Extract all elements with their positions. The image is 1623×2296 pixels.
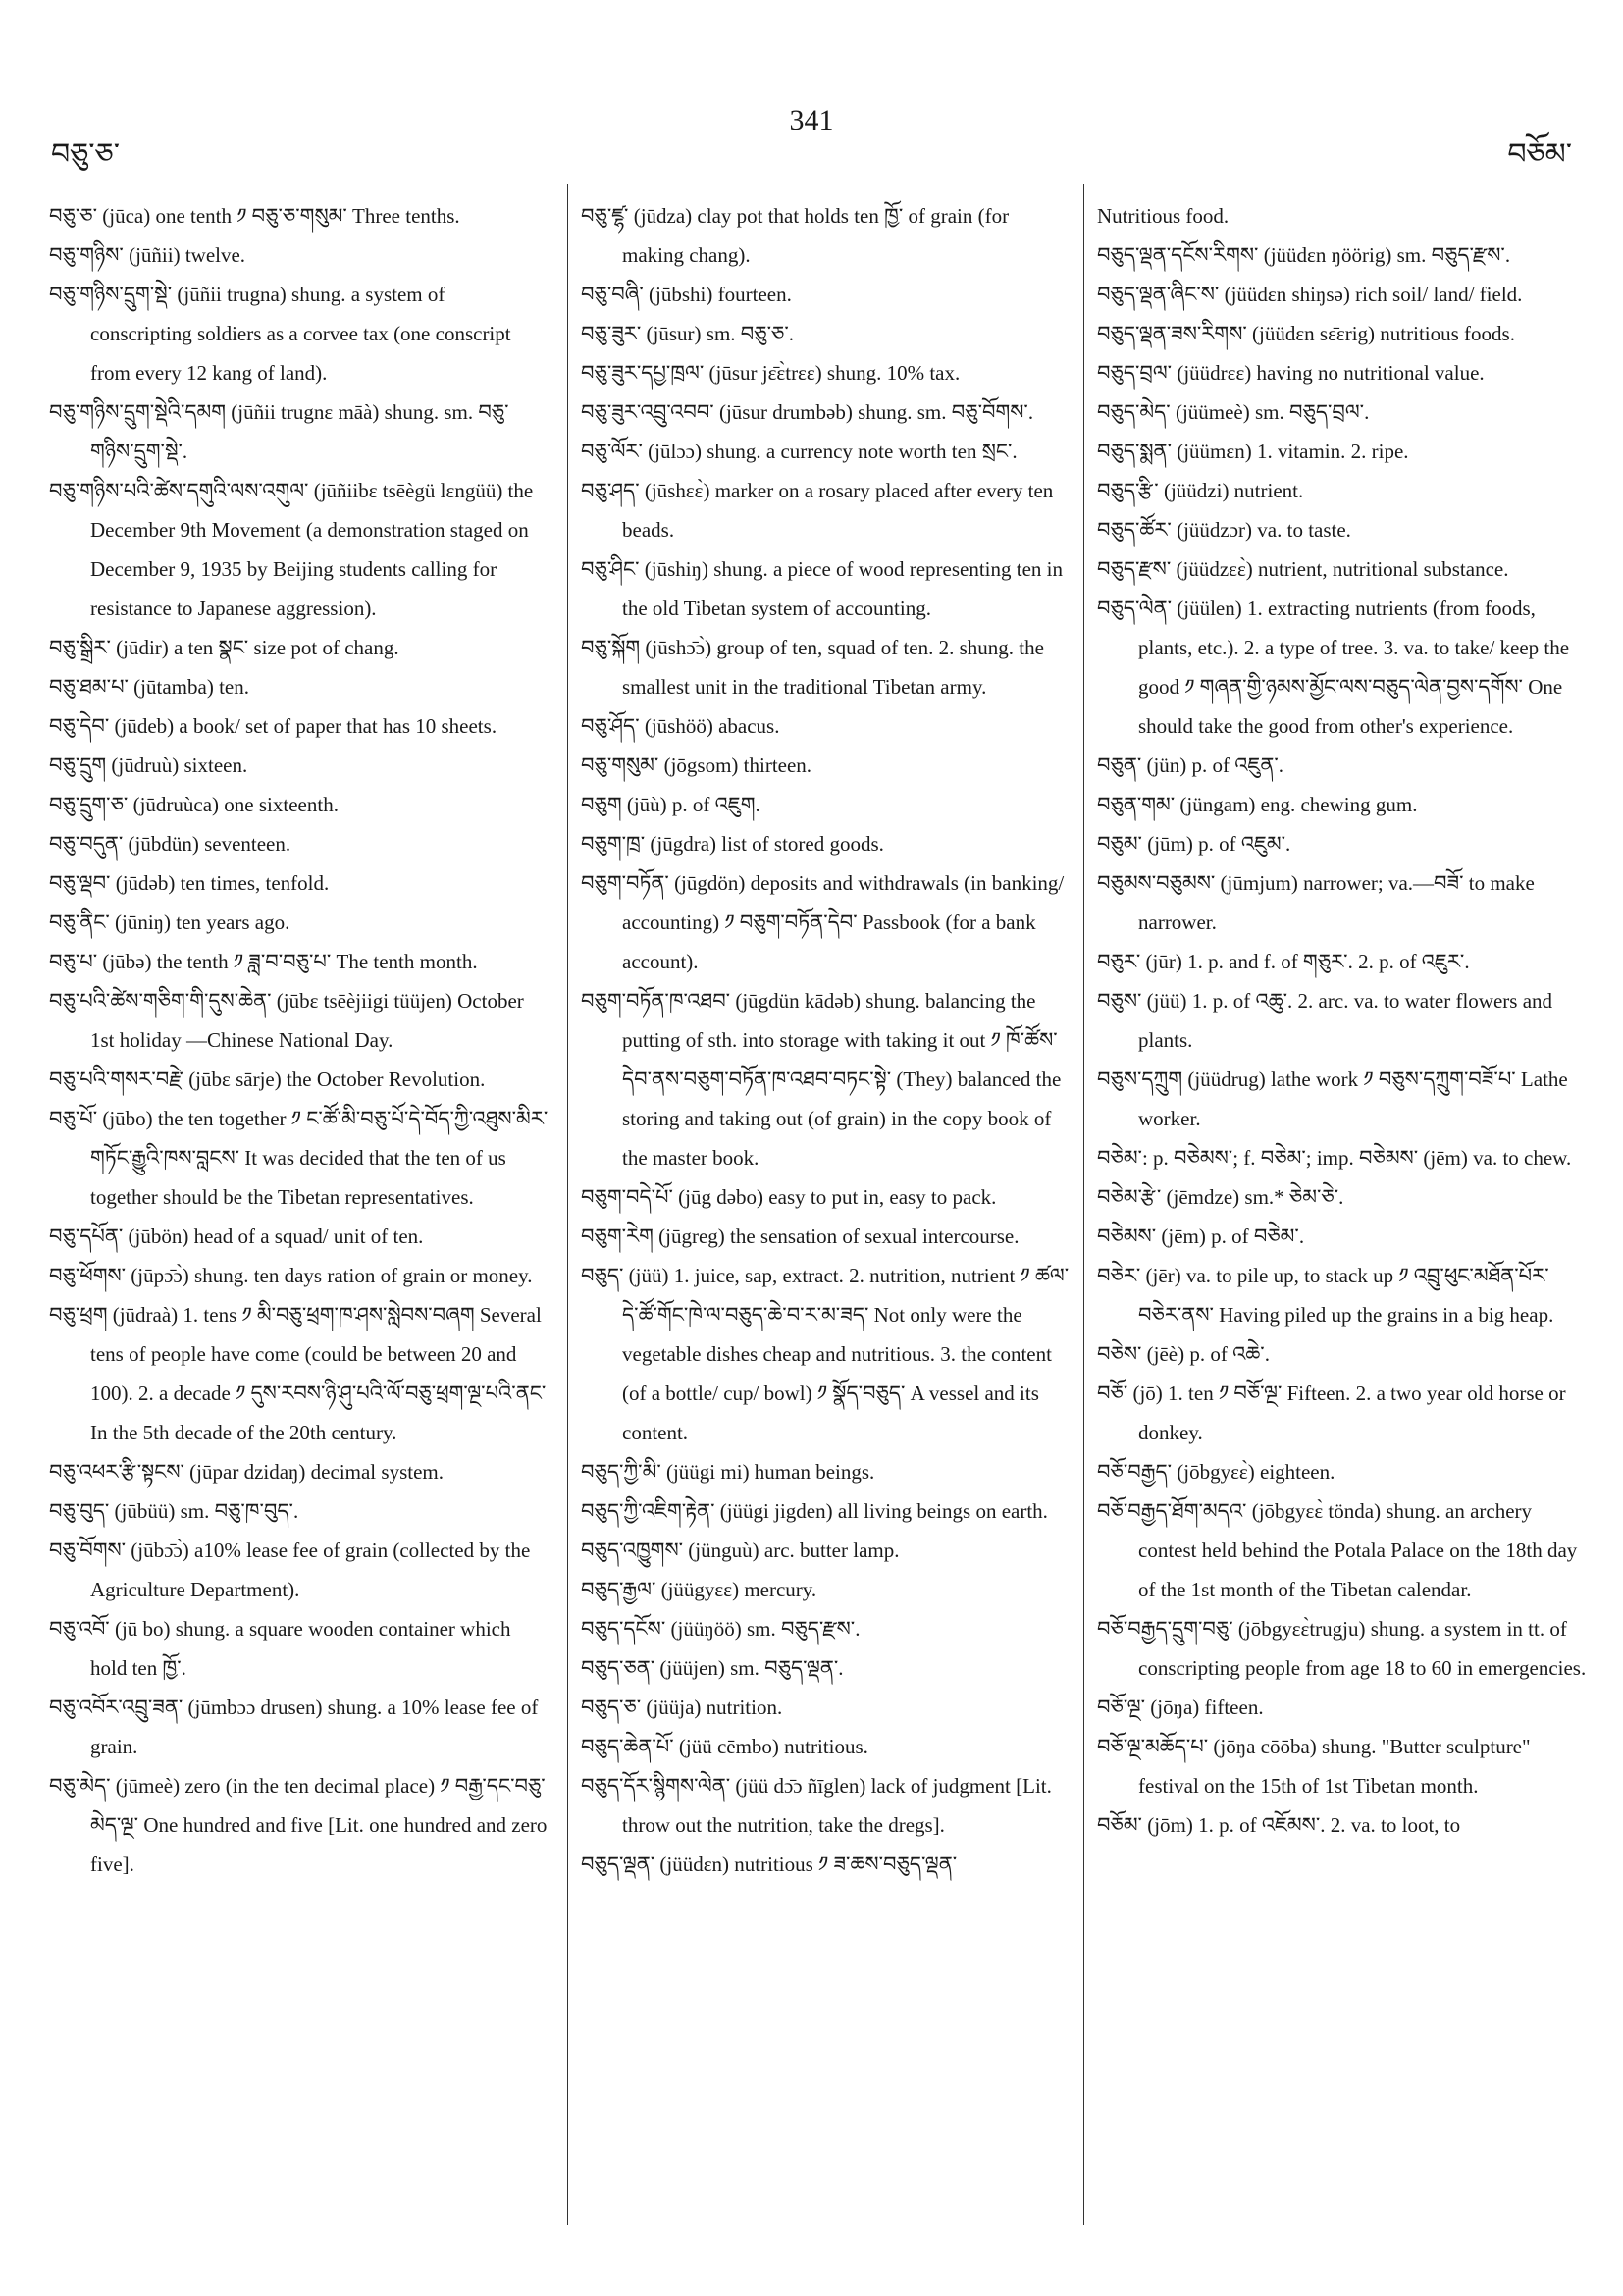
- dictionary-entry: བཅེམས་ (jēm) p. of བཅེམ་.: [1097, 1225, 1305, 1248]
- dictionary-entry: བཅུ་སྒྲིར་ (jūdir) a ten སྣང་ size pot of chang.: [49, 636, 399, 659]
- dictionary-entry: བཅུ་ཤོད་ (jūshöö) abacus.: [581, 714, 780, 738]
- dictionary-entry: བཅུ་ཅ་ (jūca) one tenth ༡ བཅུ་ཅ་གསུམ་ Three tenths.: [49, 204, 460, 228]
- dictionary-entry: བཅུས་དཀྲུག (jüüdrug) lathe work ༡ བཅུས་དཀྲུག་བཟོ་པ་ Lathe worker.: [1097, 1068, 1568, 1130]
- dictionary-entry: བཅུ་བོགས་ (jūbɔ̄ɔ̀) a10% lease fee of grain (collected by the Agriculture Department).: [49, 1539, 531, 1601]
- dictionary-entry: བཅུད་མེད་ (jüümeè) sm. བཅུད་བྲལ་.: [1097, 400, 1370, 424]
- dictionary-entry: བཅུ་འབོར་འབྲུ་ཟན་ (jūmbɔɔ drusen) shung. a 10% lease fee of grain.: [49, 1696, 539, 1758]
- dictionary-entry: བཅུད་ལྡན་ཟས་རིགས་ (jüüdɛn sɛ̄ɛrig) nutritious foods.: [1097, 322, 1515, 345]
- dictionary-entry: བཅུད་ཚོར་ (jüüdzɔr) va. to taste.: [1097, 518, 1351, 542]
- dictionary-entry: བཅོ་བརྒྱད་ཐོག་མདའ་ (jōbgyɛɛ̀ tönda) shung. an archery contest held behind the Potala Palace on the 18th day of the 1st month of the Tibetan calendar.: [1097, 1499, 1578, 1601]
- dictionary-entry: བཅུ་གསུམ་ (jōgsom) thirteen.: [581, 754, 812, 777]
- dictionary-entry: བཅུ་པ་ (jūbə) the tenth ༡ ཟླ་བ་བཅུ་པ་ The tenth month.: [49, 950, 478, 973]
- dictionary-entry: བཅུ་བདུན་ (jūbdün) seventeen.: [49, 832, 291, 856]
- dictionary-entry: བཅུད་ལེན་ (jüülen) 1. extracting nutrients (from foods, plants, etc.). 2. a type of tree. 3. va. to take/ keep the good ༡ གཞན་གྱི་ཉམས་མྱོང་ལས་བཅུད་ལེན་བྱས་དགོས་ One should take the good from other's experience.: [1097, 597, 1570, 738]
- dictionary-entry: བཅུ་པའི་གསར་བརྗེ་ (jūbɛ sārje) the October Revolution.: [49, 1068, 486, 1091]
- dictionary-entry: བཅུག (jūù) p. of འཇུག.: [581, 793, 760, 816]
- dictionary-entry: བཅུ་པའི་ཚེས་གཅིག་གི་དུས་ཆེན་ (jūbɛ tsēèjiigi tüüjen) October 1st holiday —Chinese National Day.: [49, 989, 524, 1052]
- dictionary-entry: བཅུ་ལྡབ་ (jūdəb) ten times, tenfold.: [49, 871, 330, 895]
- dictionary-entry: བཅུ་ཛྷ་ (jūdza) clay pot that holds ten ཁྱོ་ of grain (for making chang).: [581, 204, 1010, 267]
- dictionary-entry: བཅུད་ལྡན་ཞིང་ས་ (jüüdɛn shiŋsə) rich soil/ land/ field.: [1097, 283, 1523, 306]
- dictionary-entry: བཅུ་དྲུག (jūdruù) sixteen.: [49, 754, 248, 777]
- dictionary-entry: བཅུ་ཟུར་དཔྱ་ཁྲལ་ (jūsur jɛ̄ɛ̀trɛɛ) shung. 10% tax.: [581, 361, 961, 385]
- page-number: 341: [789, 104, 834, 136]
- dictionary-entry: བཅུད་ཆེན་པོ་ (jüü cēmbo) nutritious.: [581, 1735, 868, 1758]
- dictionary-entry: Nutritious food.: [1097, 204, 1230, 228]
- dictionary-entry: བཅུད་ལྡན་ (jüüdɛn) nutritious ༡ ཟ་ཆས་བཅུད་ལྡན་: [581, 1852, 958, 1876]
- dictionary-entry: བཅུད་ལྡན་དངོས་རིགས་ (jüüdɛn ŋöörig) sm. བཅུད་རྫས་.: [1097, 243, 1511, 267]
- dictionary-entry: བཅོ་ལྔ་ (jōŋa) fifteen.: [1097, 1696, 1264, 1719]
- dictionary-entry: བཅུ་གཉིས་ (jūñii) twelve.: [49, 243, 246, 267]
- dictionary-entry: བཅུས་ (jüü) 1. p. of འཆུ་. 2. arc. va. to water flowers and plants.: [1097, 989, 1553, 1052]
- dictionary-entry: བཅུད་དངོས་ (jüüŋöö) sm. བཅུད་རྫས་.: [581, 1617, 861, 1641]
- dictionary-entry: བཅུད་ཀྱི་འཇིག་རྟེན་ (jüügi jigden) all living beings on earth.: [581, 1499, 1048, 1523]
- column-divider: [567, 184, 568, 2225]
- dictionary-entry: བཅུ་གཉིས་དྲུག་སྡེའི་དམག (jūñii trugnɛ māà) shung. sm. བཅུ་གཉིས་དྲུག་སྡེ་.: [49, 400, 509, 463]
- dictionary-entry: བཅུག་བདེ་པོ་ (jūg dəbo) easy to put in, easy to pack.: [581, 1185, 997, 1209]
- dictionary-entry: བཅུ་ཤད་ (jūshɛɛ̀) marker on a rosary placed after every ten beads.: [581, 479, 1054, 542]
- dictionary-entry: བཅུད་ཀྱི་མི་ (jüügi mi) human beings.: [581, 1460, 875, 1484]
- dictionary-entry: བཅོ་ (jō) 1. ten ༡ བཅོ་ལྔ་ Fifteen. 2. a two year old horse or donkey.: [1097, 1382, 1566, 1444]
- dictionary-entry: བཅུད་རྩི་ (jüüdzi) nutrient.: [1097, 479, 1304, 502]
- dictionary-entry: བཅུག་བཏོན་ (jūgdön) deposits and withdrawals (in banking/ accounting) ༡ བཅུག་བཏོན་དེབ་ Passbook (for a bank account).: [581, 871, 1065, 973]
- dictionary-entry: བཅུད་ (jüü) 1. juice, sap, extract. 2. nutrition, nutrient ༡ ཚལ་དེ་ཚོ་གོང་ཁེ་ལ་བཅུད་ཆེ་བ་ར་མ་ཟད་ Not only were the vegetable dishes cheap and nutritious. 3. the content (of a bottle/ cup/ bowl) ༡ སྣོད་བཅུད་ A vessel and its content.: [581, 1264, 1070, 1444]
- dictionary-entry: བཅུམ་ (jūm) p. of འཇུམ་.: [1097, 832, 1291, 856]
- dictionary-entry: བཅུད་ཅན་ (jüüjen) sm. བཅུད་ལྡན་.: [581, 1656, 844, 1680]
- dictionary-entry: བཅུམས་བཅུམས་ (jūmjum) narrower; va.—བཟོ་ to make narrower.: [1097, 871, 1535, 934]
- dictionary-entry: བཅུ་ཟུར་འབྲུ་འབབ་ (jūsur drumbəb) shung. sm. བཅུ་བོགས་.: [581, 400, 1034, 424]
- dictionary-entry: བཅུ་ཕོགས་ (jūpɔ̄ɔ̀) shung. ten days ration of grain or money.: [49, 1264, 533, 1287]
- dictionary-entry: བཅོ་བརྒྱད་ (jōbgyɛɛ̀) eighteen.: [1097, 1460, 1335, 1484]
- dictionary-entry: བཅུ་མེད་ (jūmeè) zero (in the ten decimal place) ༡ བརྒྱ་དང་བཅུ་མེད་ལྔ་ One hundred and five [Lit. one hundred and zero five].: [49, 1774, 548, 1876]
- column-divider: [1083, 184, 1084, 2225]
- dictionary-entry: བཅོ་ལྔ་མཆོད་པ་ (jōŋa cōōba) shung. "Butter sculpture" festival on the 15th of 1st Tibetan month.: [1097, 1735, 1531, 1798]
- dictionary-entry: བཅུད་འཁྱུགས་ (jünguù) arc. butter lamp.: [581, 1539, 900, 1562]
- column-middle: [581, 196, 1072, 1884]
- dictionary-entry: བཅུད་ཅ་ (jüüja) nutrition.: [581, 1696, 783, 1719]
- dictionary-entry: བཅུད་རྒྱལ་ (jüügyɛɛ) mercury.: [581, 1578, 817, 1601]
- running-head-left: བཅུ་ཅ་: [51, 138, 120, 171]
- dictionary-entry: བཅུད་སྨན་ (jüümɛn) 1. vitamin. 2. ripe.: [1097, 440, 1409, 463]
- dictionary-entry: བཅུ་དེབ་ (jūdeb) a book/ set of paper that has 10 sheets.: [49, 714, 497, 738]
- dictionary-entry: བཅེར་ (jēr) va. to pile up, to stack up ༡ འབྲུ་ཕུང་མཐོན་པོར་བཅེར་ནས་ Having piled up the grains in a big heap.: [1097, 1264, 1554, 1327]
- dictionary-entry: བཅུ་པོ་ (jūbo) the ten together ༡ ང་ཚོ་མི་བཅུ་པོ་དེ་བོད་ཀྱི་འཐུས་མིར་གཏོང་རྒྱུའི་ཁས་བླངས་ It was decided that the ten of us together should be the Tibetan representatives.: [49, 1107, 549, 1209]
- dictionary-entry: བཅུ་གཉིས་དྲུག་སྡེ་ (jūñii trugna) shung. a system of conscripting soldiers as a corvee tax (one conscript from every 12 kang of land).: [49, 283, 511, 385]
- column-right: [1097, 196, 1588, 1845]
- dictionary-entry: བཅོམ་ (jōm) 1. p. of འཇོམས་. 2. va. to loot, to: [1097, 1813, 1461, 1837]
- dictionary-entry: བཅེས་ (jēè) p. of འཆེ་.: [1097, 1342, 1270, 1366]
- dictionary-entry: བཅུ་དྲུག་ཅ་ (jūdruùca) one sixteenth.: [49, 793, 339, 816]
- dictionary-entry: བཅུ་གཉིས་པའི་ཚེས་དགུའི་ལས་འགུལ་ (jūñiibɛ tsēègü lɛngüü) the December 9th Movement (a demonstration staged on December 9, 1935 by Beijing students calling for resistance to Japanese aggression).: [49, 479, 534, 620]
- dictionary-entry: བཅུ་བཞི་ (jūbshi) fourteen.: [581, 283, 792, 306]
- dictionary-entry: བཅུད་བྲལ་ (jüüdrɛɛ) having no nutritional value.: [1097, 361, 1485, 385]
- dictionary-entry: བཅེམ་: p. བཅེམས་; f. བཅེམ་; imp. བཅེམས་ (jēm) va. to chew.: [1097, 1146, 1572, 1170]
- dictionary-entry: བཅུ་བུད་ (jūbüü) sm. བཅུ་ཁ་བུད་.: [49, 1499, 299, 1523]
- dictionary-entry: བཅུ་འབོ་ (jū bo) shung. a square wooden container which hold ten ཁྱོ་.: [49, 1617, 511, 1680]
- dictionary-entry: བཅུ་དཔོན་ (jūbön) head of a squad/ unit of ten.: [49, 1225, 424, 1248]
- dictionary-entry: བཅུ་འཕར་རྩི་སྟངས་ (jūpar dzidaŋ) decimal system.: [49, 1460, 444, 1484]
- dictionary-entry: བཅུ་ལོར་ (jūlɔɔ) shung. a currency note worth ten སྲང་.: [581, 440, 1018, 463]
- running-head-right: བཅོམ་: [1507, 138, 1572, 171]
- dictionary-entry: བཅོ་བརྒྱད་དྲུག་བཅུ་ (jōbgyɛɛ̀trugju) shung. a system in tt. of conscripting people from age 18 to 60 in emergencies.: [1097, 1617, 1587, 1680]
- dictionary-entry: བཅུ་ཐམ་པ་ (jūtamba) ten.: [49, 675, 249, 699]
- dictionary-entry: བཅུར་ (jūr) 1. p. and f. of གཅུར་. 2. p. of འཇུར་.: [1097, 950, 1470, 973]
- dictionary-entry: བཅུག་ཁྲ་ (jūgdra) list of stored goods.: [581, 832, 884, 856]
- dictionary-entry: བཅུན་གམ་ (jüngam) eng. chewing gum.: [1097, 793, 1418, 816]
- dictionary-entry: བཅུ་ཟུར་ (jūsur) sm. བཅུ་ཅ་.: [581, 322, 795, 345]
- column-left: [49, 196, 551, 1884]
- dictionary-entry: བཅུད་རྫས་ (jüüdzɛɛ̀) nutrient, nutritional substance.: [1097, 557, 1509, 581]
- dictionary-entry: བཅུག་བཏོན་ཁ་འཐབ་ (jūgdün kādəb) shung. balancing the putting of sth. into storage with taking it out ༡ ཁོ་ཚོས་དེབ་ནས་བཅུག་བཏོན་ཁ་འཐབ་བཏང་སྟེ་ (They) balanced the storing and taking out (of grain) in the copy book of the master book.: [581, 989, 1062, 1170]
- dictionary-entry: བཅུ་སྐོག (jūshɔ̄ɔ̀) group of ten, squad of ten. 2. shung. the smallest unit in the traditional Tibetan army.: [581, 636, 1044, 699]
- dictionary-entry: བཅུ་ཕྲག (jūdraà) 1. tens ༡ མི་བཅུ་ཕྲག་ཁ་ཤས་སླེབས་བཞག Several tens of people have come (could be between 20 and 100). 2. a decade ༡ དུས་རབས་ཉི་ཤུ་པའི་ལོ་བཅུ་ཕྲག་ལྔ་པའི་ནང་ In the 5th decade of the 20th century.: [49, 1303, 547, 1444]
- dictionary-entry: བཅུ་ནིང་ (jūniŋ) ten years ago.: [49, 911, 290, 934]
- dictionary-entry: བཅུ་ཤིང་ (jūshiŋ) shung. a piece of wood representing ten in the old Tibetan system of accounting.: [581, 557, 1063, 620]
- dictionary-entry: བཅུག་རེག (jūgreg) the sensation of sexual intercourse.: [581, 1225, 1020, 1248]
- dictionary-entry: བཅུད་དོར་སྙིགས་ལེན་ (jüü dɔ̄ɔ ñīglen) lack of judgment [Lit. throw out the nutrition, take the dregs].: [581, 1774, 1052, 1837]
- dictionary-entry: བཅུན་ (jün) p. of འཇུན་.: [1097, 754, 1284, 777]
- dictionary-entry: བཅེམ་རྩེ་ (jēmdze) sm.* ཅེམ་ཅེ་.: [1097, 1185, 1344, 1209]
